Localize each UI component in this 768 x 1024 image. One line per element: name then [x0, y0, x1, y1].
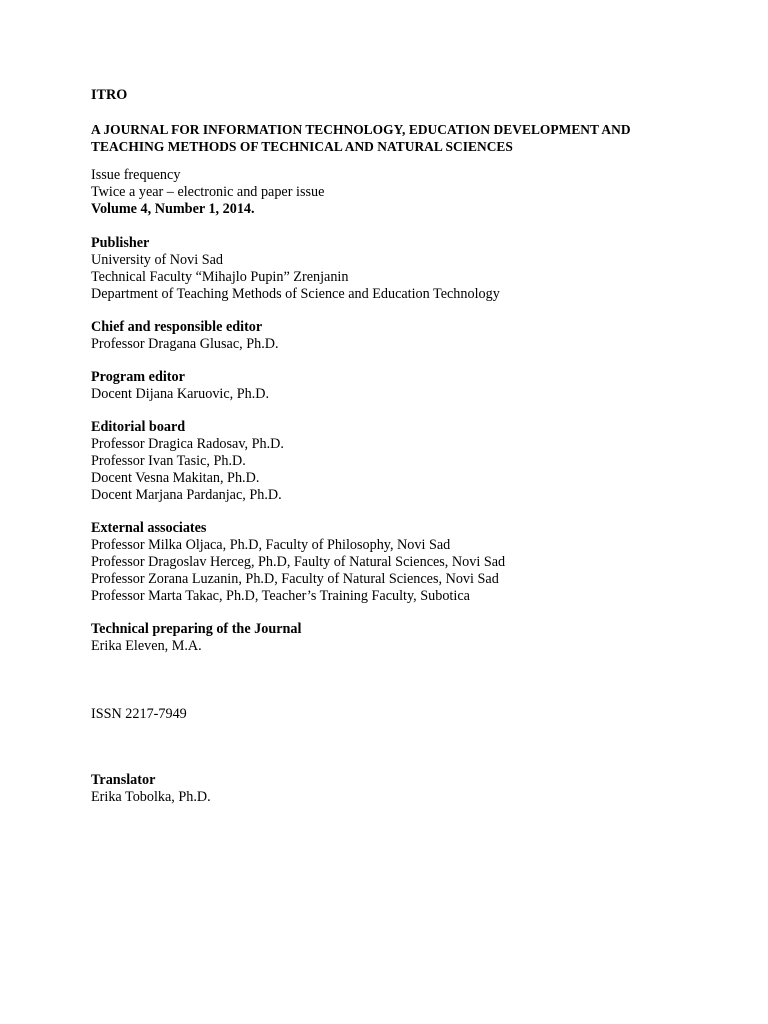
issn-block	[91, 706, 731, 723]
translator-block	[91, 772, 731, 806]
publisher-heading: Publisher	[91, 235, 150, 251]
editorial-board-member: Docent Vesna Makitan, Ph.D.	[91, 470, 260, 486]
program-editor-block	[91, 369, 731, 403]
program-editor-heading: Program editor	[91, 369, 185, 385]
publisher-line: Technical Faculty “Mihajlo Pupin” Zrenjanin	[91, 269, 349, 285]
journal-acronym: ITRO	[91, 87, 128, 103]
publisher-line: University of Novi Sad	[91, 252, 224, 268]
chief-editor-name: Professor Dragana Glusac, Ph.D.	[91, 336, 279, 352]
journal-title-line-2: TEACHING METHODS OF TECHNICAL AND NATURAL SCIENCES	[91, 139, 513, 154]
editorial-board-member: Professor Ivan Tasic, Ph.D.	[91, 453, 246, 469]
translator-heading: Translator	[91, 772, 156, 788]
issue-frequency-block	[91, 167, 731, 218]
editorial-board-block	[91, 419, 731, 504]
editorial-board-member: Docent Marjana Pardanjac, Ph.D.	[91, 487, 282, 503]
external-associate: Professor Dragoslav Herceg, Ph.D, Faulty of Natural Sciences, Novi Sad	[91, 554, 506, 570]
external-associate: Professor Zorana Luzanin, Ph.D, Faculty of Natural Sciences, Novi Sad	[91, 571, 499, 587]
journal-title-line-1: A JOURNAL FOR INFORMATION TECHNOLOGY, EDUCATION DEVELOPMENT AND	[91, 122, 631, 137]
external-associates-block	[91, 520, 731, 605]
technical-preparation-block	[91, 621, 731, 655]
external-associates-heading: External associates	[91, 520, 207, 536]
chief-editor-block	[91, 319, 731, 353]
external-associate: Professor Marta Takac, Ph.D, Teacher’s Training Faculty, Subotica	[91, 588, 470, 604]
journal-acronym-block	[91, 87, 731, 104]
publisher-line: Department of Teaching Methods of Science and Education Technology	[91, 286, 500, 302]
journal-full-title	[91, 121, 731, 155]
translator-name: Erika Tobolka, Ph.D.	[91, 789, 211, 805]
issn-number: ISSN 2217-7949	[91, 706, 187, 722]
program-editor-name: Docent Dijana Karuovic, Ph.D.	[91, 386, 270, 402]
editorial-board-member: Professor Dragica Radosav, Ph.D.	[91, 436, 284, 452]
chief-editor-heading: Chief and responsible editor	[91, 319, 263, 335]
external-associate: Professor Milka Oljaca, Ph.D, Faculty of Philosophy, Novi Sad	[91, 537, 451, 553]
editorial-board-heading: Editorial board	[91, 419, 186, 435]
publisher-block	[91, 235, 731, 303]
issue-frequency-value: Twice a year – electronic and paper issue	[91, 184, 325, 200]
issue-frequency-label: Issue frequency	[91, 167, 181, 183]
technical-preparation-name: Erika Eleven, M.A.	[91, 638, 202, 654]
technical-preparation-heading: Technical preparing of the Journal	[91, 621, 302, 637]
volume-number: Volume 4, Number 1, 2014.	[91, 201, 255, 217]
